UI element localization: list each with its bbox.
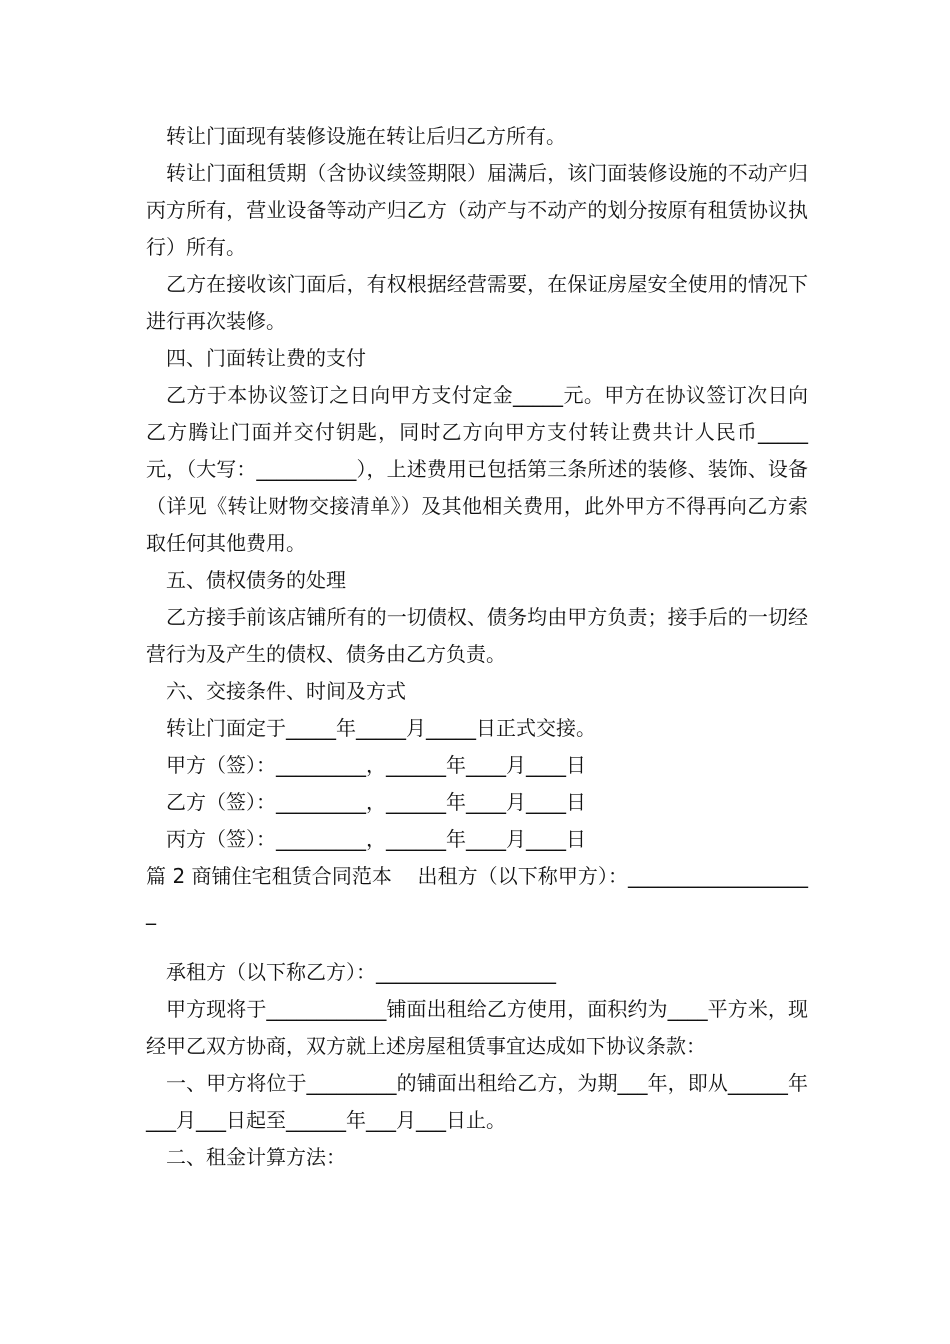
paragraph-lease-area: 甲方现将于____________铺面出租给乙方使用，面积约为____平方米，现经甲乙双方协商，双方就上述房屋租赁事宜达成如下协议条款： <box>146 997 808 1058</box>
paragraph-handover-date: 转让门面定于_____年_____月_____日正式交接。 <box>166 716 596 740</box>
heading-rent-calculation: 二、租金计算方法： <box>166 1145 346 1169</box>
heading-section-4: 四、门面转让费的支付 <box>166 346 366 370</box>
paragraph-transfer-fee: 乙方于本协议签订之日向甲方支付定金_____元。甲方在协议签订次日向乙方腾让门面并交付钥匙，同时乙方向甲方支付转让费共计人民币_____元，（大写：__________），上述费用已包括第三条所述的装修、装饰、设备（详见《转让财物交接清单》）及其他相关费用，此外甲方不得再向乙方索取任何其他费用。 <box>146 383 808 555</box>
paragraph-lessee: 承租方（以下称乙方）：__________________ <box>166 960 556 984</box>
paragraph-lease-term: 一、甲方将位于_________的铺面出租给乙方，为期___年，即从______年___月___日起至______年___月___日止。 <box>146 1071 808 1132</box>
paragraph-decoration-ownership: 转让门面现有装修设施在转让后归乙方所有。 <box>166 124 566 148</box>
signature-party-a: 甲方（签）：_________，______年____月____日 <box>166 753 586 777</box>
heading-contract-2: 篇 2 商铺住宅租赁合同范本 出租方（以下称甲方）：___________________ <box>146 864 808 925</box>
paragraph-debts: 乙方接手前该店铺所有的一切债权、债务均由甲方负责；接手后的一切经营行为及产生的债权、债务由乙方负责。 <box>146 605 808 666</box>
paragraph-lease-expiry: 转让门面租赁期（含协议续签期限）届满后，该门面装修设施的不动产归丙方所有，营业设备等动产归乙方（动产与不动产的划分按原有租赁协议执行）所有。 <box>146 161 808 259</box>
signature-party-c: 丙方（签）：_________，______年____月____日 <box>166 827 586 851</box>
heading-section-5: 五、债权债务的处理 <box>166 568 346 592</box>
heading-section-6: 六、交接条件、时间及方式 <box>166 679 406 703</box>
document-body <box>146 118 808 1176</box>
paragraph-renovation-right: 乙方在接收该门面后，有权根据经营需要，在保证房屋安全使用的情况下进行再次装修。 <box>146 272 808 333</box>
signature-party-b: 乙方（签）：_________，______年____月____日 <box>166 790 586 814</box>
